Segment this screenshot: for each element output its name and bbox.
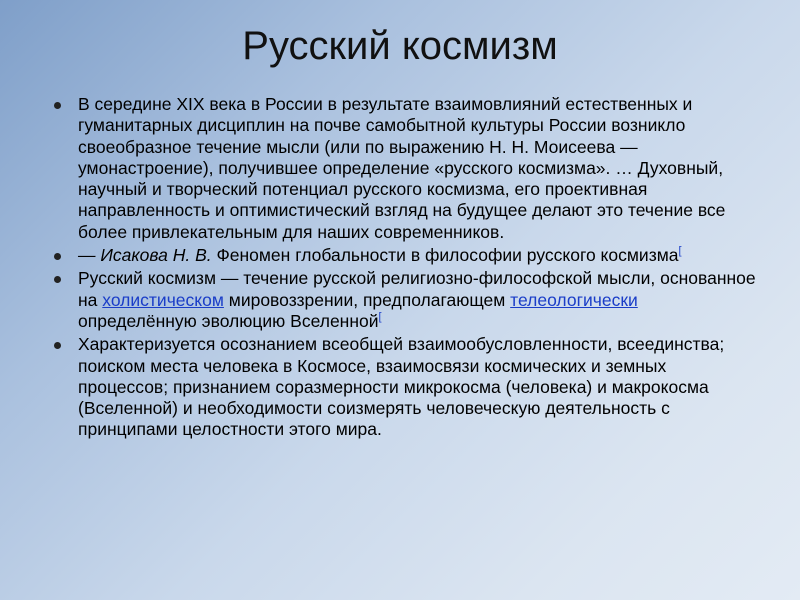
citation-author: — Исакова Н. В.: [78, 245, 212, 266]
definition-text-part2: мировоззрении, предполагающем: [223, 289, 511, 310]
citation-title: Феномен глобальности в философии русского космизма: [211, 245, 679, 266]
footnote-ref-link[interactable]: [: [678, 245, 682, 258]
bullet-list: [48, 94, 758, 443]
bullet-item-definition: [48, 268, 758, 332]
definition-text-part1: Русский космизм — течение русской религиозно-философской мысли, основанное на: [78, 268, 756, 310]
footnote-ref-link[interactable]: [: [378, 311, 382, 324]
slide-title: Русский космизм: [242, 24, 558, 68]
link-holistic[interactable]: холистическом: [102, 289, 224, 310]
bullet-dot-icon: [54, 253, 61, 260]
bullet-item-intro: [48, 94, 758, 243]
link-teleological[interactable]: телеологически: [510, 289, 638, 310]
bullet-dot-icon: [54, 342, 61, 349]
bullet-dot-icon: [54, 276, 61, 283]
bullet-item-characteristics: [48, 334, 758, 440]
bullet-text: В середине XIX века в России в результате взаимовлияний естественных и гуманитарных дисциплин на почве самобытной культуры России возникло своеобразное течение мысли (или по выражению Н. Н. Моисеева — умонастроение), получившее определение «русского космизма». … Духовный, научный и творческий потенциал русского космизма, его проективная направленность и оптимистический взгляд на будущее делают это течение все более привлекательным для наших современников.: [78, 94, 726, 242]
characteristics-text: Характеризуется осознанием всеобщей взаимообусловленности, всеединства; поиском места человека в Космосе, взаимосвязи космических и земных процессов; признанием соразмерности микрокосма (человека) и макрокосма (Вселенной) и необходимости соизмерять человеческую деятельность с принципами целостности этого мира.: [78, 334, 725, 440]
bullet-dot-icon: [54, 102, 61, 109]
bullet-item-citation: [48, 245, 758, 266]
definition-text-part3: определённую эволюцию Вселенной: [78, 310, 379, 331]
